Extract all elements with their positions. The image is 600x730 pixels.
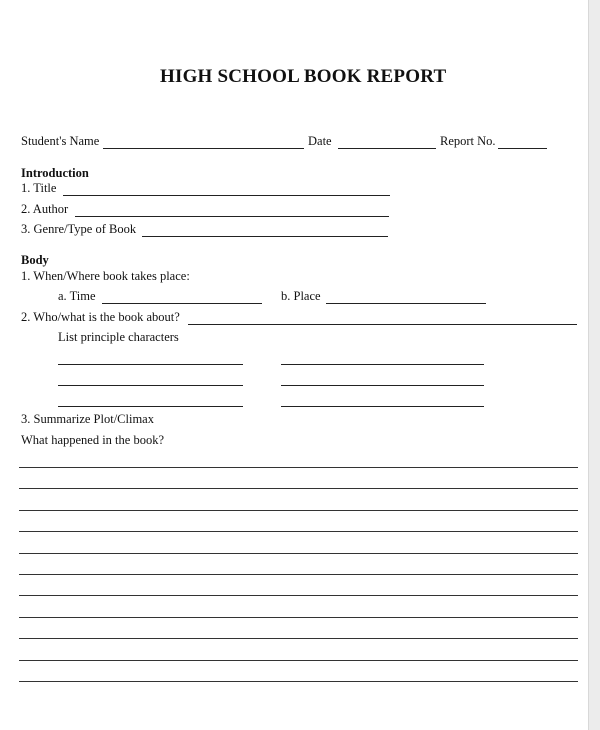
writing-line[interactable]	[19, 660, 578, 661]
report-no-label: Report No.	[440, 134, 496, 148]
title-field[interactable]	[63, 195, 390, 196]
character-field[interactable]	[281, 385, 484, 386]
time-label: a. Time	[58, 289, 96, 303]
page-margin-strip	[589, 0, 600, 730]
writing-line[interactable]	[19, 681, 578, 682]
place-label: b. Place	[281, 289, 321, 303]
who-what-question: 2. Who/what is the book about?	[21, 310, 180, 324]
writing-line[interactable]	[19, 595, 578, 596]
place-field[interactable]	[326, 303, 486, 304]
body-heading: Body	[21, 253, 49, 267]
page-title: HIGH SCHOOL BOOK REPORT	[160, 66, 447, 87]
character-field[interactable]	[58, 406, 243, 407]
writing-line[interactable]	[19, 488, 578, 489]
character-field[interactable]	[58, 364, 243, 365]
characters-label: List principle characters	[58, 330, 179, 344]
writing-line[interactable]	[19, 617, 578, 618]
writing-line[interactable]	[19, 531, 578, 532]
writing-line[interactable]	[19, 638, 578, 639]
writing-line[interactable]	[19, 510, 578, 511]
title-label: 1. Title	[21, 181, 57, 195]
author-field[interactable]	[75, 216, 389, 217]
genre-label: 3. Genre/Type of Book	[21, 222, 137, 236]
report-no-field[interactable]	[498, 148, 547, 149]
genre-field[interactable]	[142, 236, 388, 237]
character-field[interactable]	[281, 364, 484, 365]
writing-line[interactable]	[19, 553, 578, 554]
student-name-field[interactable]	[103, 148, 304, 149]
when-where-question: 1. When/Where book takes place:	[21, 269, 190, 283]
writing-line[interactable]	[19, 574, 578, 575]
character-field[interactable]	[281, 406, 484, 407]
writing-line[interactable]	[19, 467, 578, 468]
date-label: Date	[308, 134, 332, 148]
introduction-heading: Introduction	[21, 166, 89, 180]
date-field[interactable]	[338, 148, 436, 149]
student-name-label: Student's Name	[21, 134, 100, 148]
who-what-field[interactable]	[188, 324, 577, 325]
author-label: 2. Author	[21, 202, 69, 216]
summarize-plot-label: 3. Summarize Plot/Climax	[21, 412, 154, 426]
character-field[interactable]	[58, 385, 243, 386]
what-happened-label: What happened in the book?	[21, 433, 165, 447]
time-field[interactable]	[102, 303, 262, 304]
